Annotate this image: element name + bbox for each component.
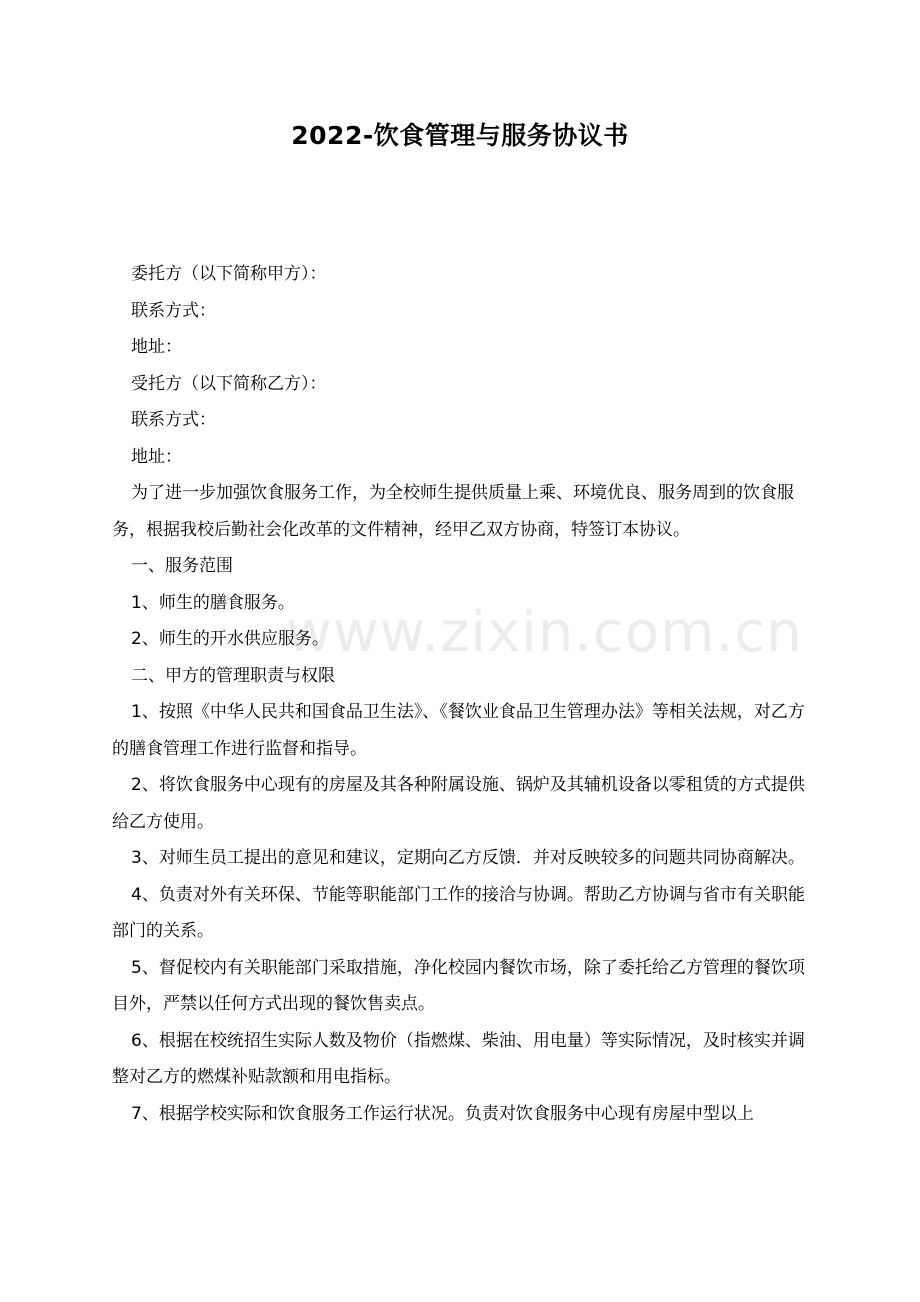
paragraph: 联系方式： xyxy=(131,300,216,321)
paragraph: 为了进一步加强饮食服务工作，为全校师生提供质量上乘、环境优良、服务周到的饮食服务，根据我校后勤社会化改革的文件精神，经甲乙双方协商，特签订本协议。 xyxy=(112,483,794,540)
document-title: 2022-饮食管理与服务协议书 xyxy=(291,121,629,150)
list-item: 4、负责对外有关环保、节能等职能部门工作的接洽与协调。帮助乙方协调与省市有关职能部门的关系。 xyxy=(112,884,805,941)
list-item: 1、师生的膳食服务。 xyxy=(131,592,295,613)
list-item: 5、督促校内有关职能部门采取措施，净化校园内餐饮市场，除了委托给乙方管理的餐饮项目外，严禁以任何方式出现的餐饮售卖点。 xyxy=(112,957,805,1014)
paragraph: 地址： xyxy=(131,337,182,357)
watermark: www.zixin.com.cn xyxy=(286,600,803,665)
paragraph: 委托方（以下简称甲方）： xyxy=(131,264,327,284)
list-item: 2、师生的开水供应服务。 xyxy=(131,629,329,649)
paragraph: 地址： xyxy=(131,446,182,467)
section-heading: 一、服务范围 xyxy=(131,556,233,576)
paragraph: 受托方（以下简称乙方）： xyxy=(131,373,327,394)
list-item: 2、将饮食服务中心现有的房屋及其各种附属设施、锅炉及其辅机设备以零租赁的方式提供给乙方使用。 xyxy=(112,775,805,832)
list-item: 3、对师生员工提出的意见和建议，定期向乙方反馈．并对反映较多的问题共同协商解决。 xyxy=(131,848,805,868)
list-item: 7、根据学校实际和饮食服务工作运行状况。负责对饮食服务中心现有房屋中型以上 xyxy=(131,1103,754,1124)
list-item: 6、根据在校统招生实际人数及物价（指燃煤、柴油、用电量）等实际情况，及时核实并调整对乙方的燃煤补贴款额和用电指标。 xyxy=(112,1030,805,1087)
section-heading: 二、甲方的管理职责与权限 xyxy=(131,665,335,686)
paragraph: 联系方式： xyxy=(131,410,216,430)
document-body xyxy=(112,256,812,1132)
list-item: 1、按照《中华人民共和国食品卫生法》、《餐饮业食品卫生管理办法》等相关法规，对乙方的膳食管理工作进行监督和指导。 xyxy=(112,702,805,759)
